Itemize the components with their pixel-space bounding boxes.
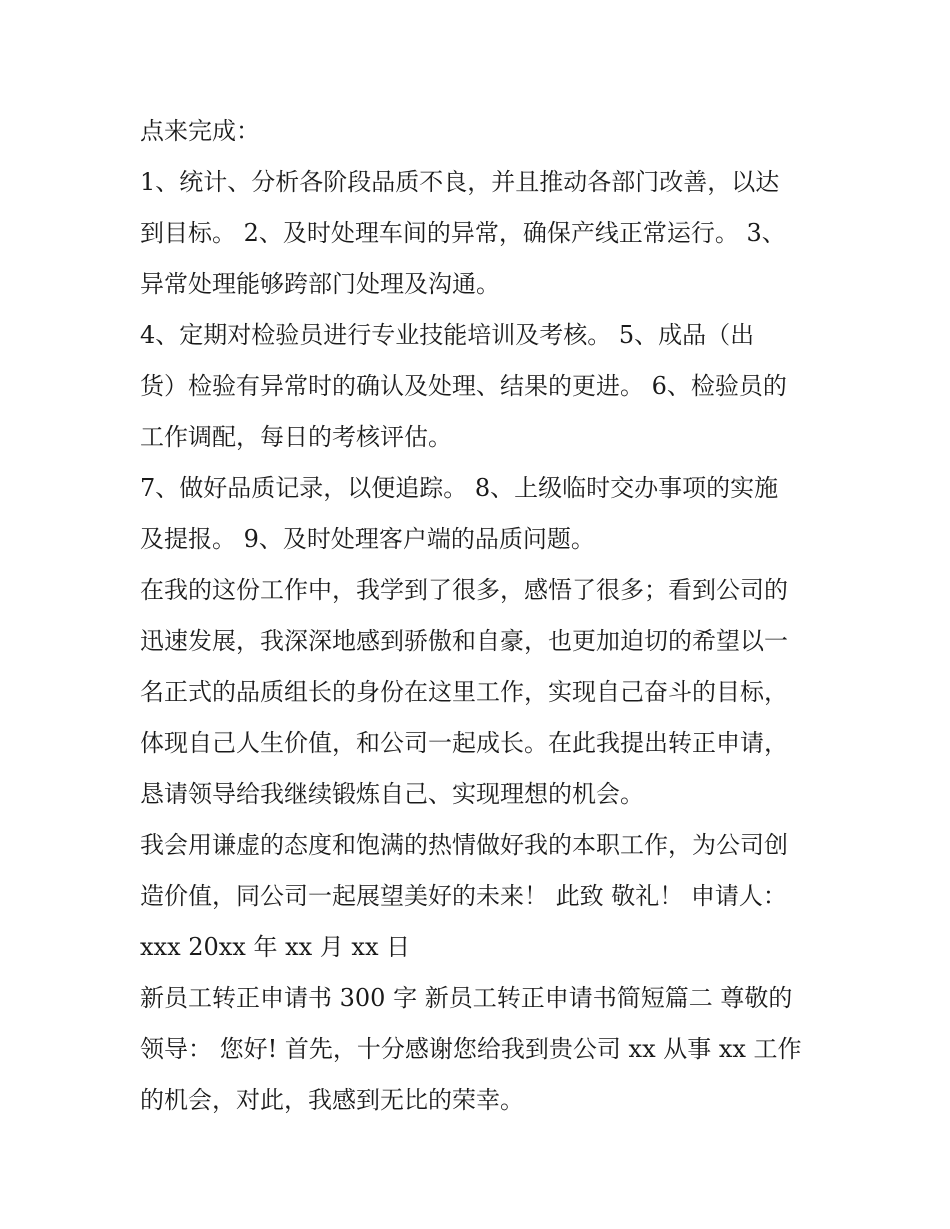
text-line: 工作调配，每日的考核评估。: [140, 423, 452, 451]
text-line: 点来完成：: [140, 117, 260, 145]
paragraph-duties-1-3: [140, 157, 820, 310]
text-line: 在我的这份工作中，我学到了很多，感悟了很多；看到公司的: [140, 576, 788, 604]
text-line: 及提报。 9、及时处理客户端的品质问题。: [140, 525, 595, 553]
text-line: 名正式的品质组长的身份在这里工作，实现自己奋斗的目标，: [140, 678, 788, 706]
text-line: 迅速发展，我深深地感到骄傲和自豪，也更加迫切的希望以一: [140, 627, 788, 655]
text-line: 的机会，对此，我感到无比的荣幸。: [140, 1086, 524, 1114]
paragraph-duties-4-6: [140, 310, 820, 463]
paragraph-reflection: [140, 565, 820, 820]
text-line: 恳请领导给我继续锻炼自己、实现理想的机会。: [140, 780, 644, 808]
text-line: 异常处理能够跨部门处理及沟通。: [140, 270, 500, 298]
text-line: 我会用谦虚的态度和饱满的热情做好我的本职工作，为公司创: [140, 831, 788, 859]
text-line: 造价值，同公司一起展望美好的未来！ 此致 敬礼！ 申请人：: [140, 882, 787, 910]
signature-date-line: xxx 20xx 年 xx 月 xx 日: [140, 933, 411, 961]
text-line: 到目标。 2、及时处理车间的异常，确保产线正常运行。 3、: [140, 219, 786, 247]
paragraph-second-letter: [140, 973, 820, 1126]
text-line: 体现自己人生价值，和公司一起成长。在此我提出转正申请，: [140, 729, 788, 757]
text-line: 新员工转正申请书 300 字 新员工转正申请书简短篇二 尊敬的: [140, 984, 793, 1012]
text-line: 1、统计、分析各阶段品质不良，并且推动各部门改善，以达: [140, 168, 780, 196]
text-line: 货）检验有异常时的确认及处理、结果的更进。 6、检验员的: [140, 372, 787, 400]
paragraph-closing: [140, 820, 820, 973]
paragraph-duties-7-9: [140, 463, 820, 565]
text-line: 4、定期对检验员进行专业技能培训及考核。 5、成品（出: [140, 321, 755, 349]
paragraph-intro: [140, 106, 820, 157]
text-line: 7、做好品质记录，以便追踪。 8、上级临时交办事项的实施: [140, 474, 779, 502]
text-line: 领导： 您好! 首先，十分感谢您给我到贵公司 xx 从事 xx 工作: [140, 1035, 802, 1063]
document-body: [140, 106, 820, 1126]
